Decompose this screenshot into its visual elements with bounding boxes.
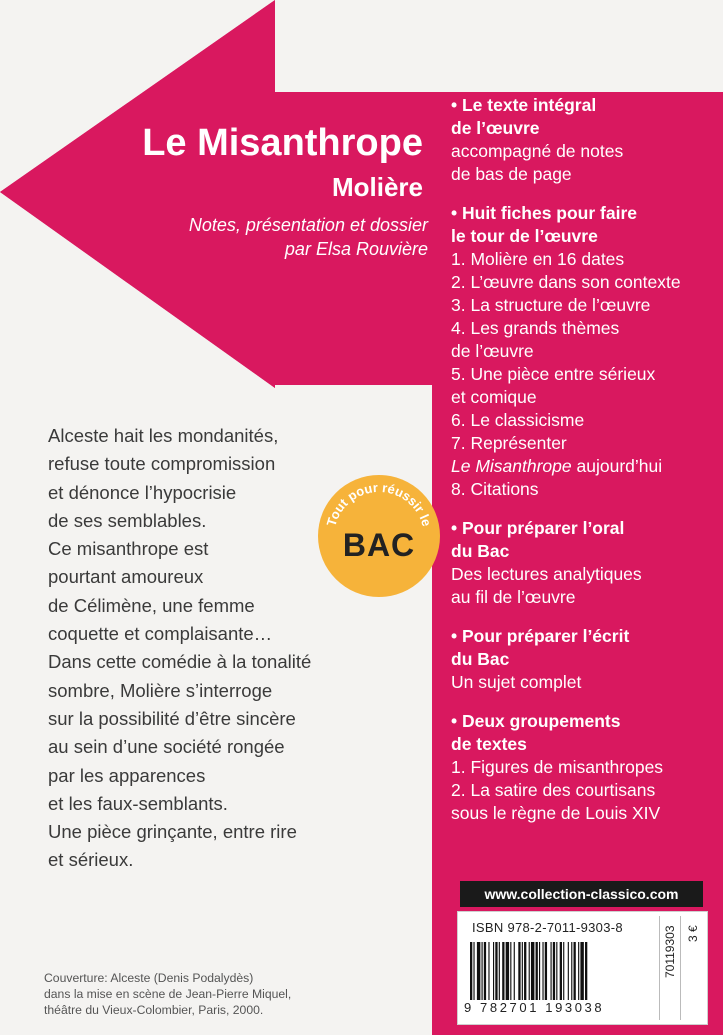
synopsis-line: Une pièce grinçante, entre rire: [48, 821, 297, 843]
barcode-bar: [510, 942, 511, 1000]
barcode-bar: [502, 942, 504, 1000]
synopsis-line: refuse toute compromission: [48, 453, 276, 475]
synopsis-line: sombre, Molière s’interroge: [48, 679, 273, 701]
section-item-rest: aujourd’hui: [571, 456, 663, 476]
play-title: Le Misanthrope: [451, 456, 572, 476]
section-item: 2. La satire des courtisans: [451, 780, 656, 800]
synopsis-line: Alceste hait les mondanités,: [48, 425, 279, 446]
barcode-bar: [539, 942, 540, 1000]
section-item: [451, 455, 713, 478]
section-item: 8. Citations: [451, 479, 539, 499]
synopsis-line: par les apparences: [48, 764, 206, 786]
synopsis-line: de ses semblables.: [48, 509, 207, 531]
notes-line: par Elsa Rouvière: [284, 239, 428, 259]
barcode-digits: 9 782701 193038: [464, 1000, 605, 1015]
synopsis-line: sur la possibilité d’être sincère: [48, 707, 296, 729]
section-item: de l’œuvre: [451, 341, 534, 361]
notes-line: Notes, présentation et dossier: [188, 215, 428, 235]
barcode-bar: [482, 942, 483, 1000]
barcode-bar: [556, 942, 557, 1000]
barcode-bar: [473, 942, 474, 1000]
section-item: sous le règne de Louis XIV: [451, 803, 661, 823]
barcode-bar: [477, 942, 480, 1000]
barcode-bar: [585, 942, 587, 1000]
section-item: Un sujet complet: [451, 672, 582, 692]
section-item: et comique: [451, 387, 537, 407]
barcode-bar: [551, 942, 552, 1000]
synopsis-line: Ce misanthrope est: [48, 538, 209, 560]
barcode-bar: [531, 942, 534, 1000]
synopsis-line: de Célimène, une femme: [48, 594, 255, 616]
section-heading: • Pour préparer l’écrit: [451, 626, 630, 646]
section-heading: • Le texte intégral: [451, 95, 597, 115]
barcode-bar: [568, 942, 569, 1000]
credit-line: Couverture: Alceste (Denis Podalydès): [44, 971, 254, 985]
synopsis-line: au sein d’une société rongée: [48, 736, 285, 758]
credit-line: dans la mise en scène de Jean-Pierre Miquel,: [44, 987, 292, 1001]
isbn-label: ISBN 978-2-7011-9303-8: [472, 920, 623, 935]
product-code: 70119303: [663, 925, 677, 978]
section-item: 2. L’œuvre dans son contexte: [451, 272, 681, 292]
section-item: accompagné de notes: [451, 141, 624, 161]
svg-text:Tout pour réussir le: [323, 480, 434, 528]
section-heading: de textes: [451, 734, 527, 754]
barcode-bar: [545, 942, 547, 1000]
website-banner: www.collection-classico.com: [460, 881, 703, 907]
contents-list: [451, 94, 713, 841]
barcode-bar: [553, 942, 555, 1000]
book-author: Molière: [331, 172, 423, 202]
section-heading: • Deux groupements: [451, 711, 621, 731]
barcode-bar: [580, 942, 583, 1000]
badge-arc-text: Tout pour réussir le: [323, 479, 435, 529]
section-item: 1. Molière en 16 dates: [451, 249, 625, 269]
section-heading: • Huit fiches pour faire: [451, 203, 638, 223]
barcode-panel: [457, 911, 708, 1025]
barcode-bar: [536, 942, 538, 1000]
synopsis-line: Dans cette comédie à la tonalité: [48, 651, 312, 673]
section-heading: du Bac: [451, 541, 510, 561]
barcode-bar: [488, 942, 489, 1000]
section-item: 3. La structure de l’œuvre: [451, 295, 651, 315]
contents-section-text: [451, 94, 713, 186]
book-title: Le Misanthrope: [142, 122, 423, 164]
barcode-bar: [560, 942, 562, 1000]
contents-section-ecrit: [451, 625, 713, 694]
contents-section-fiches: [451, 202, 713, 501]
section-item: au fil de l’œuvre: [451, 587, 576, 607]
barcode-bar: [529, 942, 530, 1000]
cover-credit: [44, 970, 344, 1018]
barcode-bar: [495, 942, 497, 1000]
synopsis-line: pourtant amoureux: [48, 566, 204, 588]
barcode-bar: [524, 942, 526, 1000]
product-code-cell: [659, 916, 680, 1020]
synopsis-line: et les faux-semblants.: [48, 792, 228, 814]
barcode-bar: [484, 942, 486, 1000]
synopsis: [48, 422, 348, 875]
price: 3 €: [686, 925, 700, 942]
badge-main-text: BAC: [342, 527, 416, 563]
section-heading: de l’œuvre: [451, 118, 540, 138]
barcode-bar: [563, 942, 564, 1000]
barcode-bar: [518, 942, 520, 1000]
section-item: 6. Le classicisme: [451, 410, 585, 430]
bac-badge: [318, 475, 440, 597]
synopsis-line: et sérieux.: [48, 849, 134, 871]
section-item: Des lectures analytiques: [451, 564, 642, 584]
section-item: 1. Figures de misanthropes: [451, 757, 664, 777]
barcode-bar: [578, 942, 579, 1000]
barcode-bars: [470, 942, 650, 1000]
barcode-bar: [522, 942, 523, 1000]
barcode-bar: [506, 942, 509, 1000]
section-item: 5. Une pièce entre sérieux: [451, 364, 656, 384]
synopsis-line: et dénonce l’hypocrisie: [48, 481, 237, 503]
barcode-bar: [571, 942, 572, 1000]
barcode-bar: [542, 942, 543, 1000]
editor-notes: [138, 213, 428, 261]
barcode-bar: [493, 942, 494, 1000]
section-heading: du Bac: [451, 649, 510, 669]
price-cell: [680, 916, 705, 1020]
contents-section-groupements: [451, 710, 713, 825]
section-heading: le tour de l’œuvre: [451, 226, 598, 246]
synopsis-line: coquette et complaisante…: [48, 623, 273, 645]
barcode-bar: [514, 942, 515, 1000]
section-item: de bas de page: [451, 164, 572, 184]
credit-line: théâtre du Vieux-Colombier, Paris, 2000.: [44, 1003, 264, 1017]
section-item: 4. Les grands thèmes: [451, 318, 620, 338]
barcode-bar: [574, 942, 576, 1000]
barcode-bar: [499, 942, 500, 1000]
barcode-bar: [470, 942, 472, 1000]
contents-section-oral: [451, 517, 713, 609]
section-item: 7. Représenter: [451, 433, 567, 453]
section-heading: • Pour préparer l’oral: [451, 518, 625, 538]
